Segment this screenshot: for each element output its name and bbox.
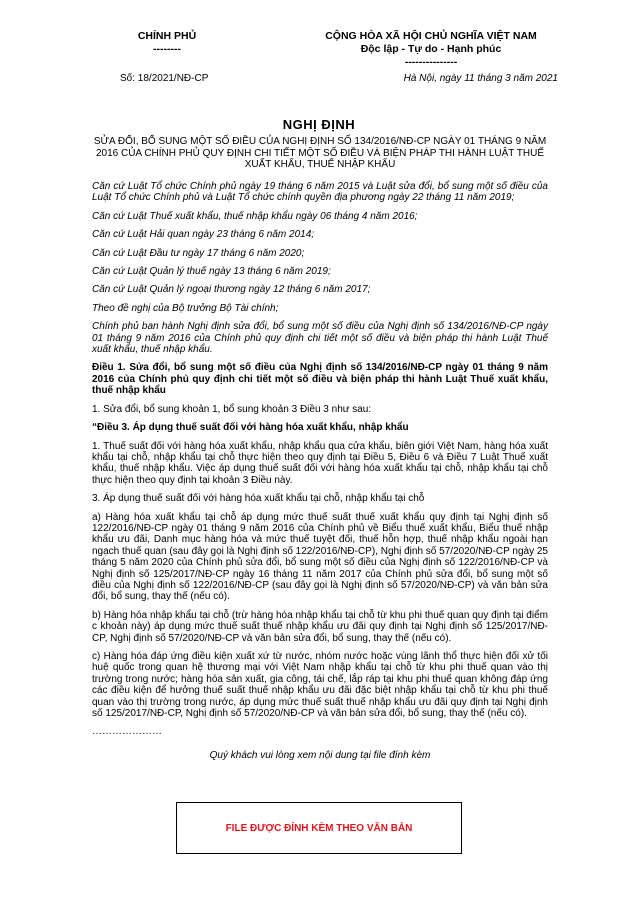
document-subtitle: SỬA ĐỔI, BỔ SUNG MỘT SỐ ĐIỀU CỦA NGHỊ ĐỊNH SỐ 134/2016/NĐ-CP NGÀY 01 THÁNG 9 NĂM 2016 CỦA CHÍNH PHỦ QUY ĐỊNH CHI TIẾT MỘT SỐ ĐIỀU VÀ BIỆN PHÁP THI HÀNH LUẬT THUẾ XUẤT KHẨU, THUẾ NHẬP KHẨU [93, 136, 547, 170]
preamble-paragraph: Căn cứ Luật Thuế xuất khẩu, thuế nhập khẩu ngày 06 tháng 4 năm 2016; [92, 210, 418, 222]
national-divider: --------------- [404, 56, 458, 68]
place-date: Hà Nội, ngày 11 tháng 3 năm 2021 [403, 73, 558, 84]
body-paragraph: c) Hàng hóa đáp ứng điều kiện xuất xứ từ nước, nhóm nước hoặc vùng lãnh thổ thực hiện đối xử tối huệ quốc trong quan hệ thương mại với Việt Nam nhập khẩu tại chỗ từ khu phi thuế quan vào thị trường trong nước; hàng hóa sản xuất, gia công, tái chế, lắp ráp tại khu phi thuế quan không đáp ứng các điều kiện để hưởng thuế suất thuế nhập khẩu ưu đãi đặc biệt nhập khẩu tại chỗ từ khu phi thuế quan vào thị trường trong nước, áp dụng mức thuế suất thuế nhập khẩu ưu đãi quy định tại Nghị định số 125/2017/NĐ-CP, Nghị định số 57/2020/NĐ-CP và văn bản sửa đổi, bổ sung, thay thế (nếu có). [92, 651, 548, 720]
preamble-paragraph: Căn cứ Luật Hải quan ngày 23 tháng 6 năm 2014; [92, 229, 315, 241]
preamble-paragraph: Căn cứ Luật Quản lý thuế ngày 13 tháng 6 năm 2019; [92, 266, 331, 278]
preamble-paragraph: Căn cứ Luật Tổ chức Chính phủ ngày 19 tháng 6 năm 2015 và Luật sửa đổi, bổ sung một số điều của Luật Tổ chức Chính phủ và Luật Tổ chức chính quyền địa phương ngày 22 tháng 11 năm 2019; [92, 181, 548, 204]
ellipsis-dots: ………………… [92, 726, 162, 738]
document-number: Số: 18/2021/NĐ-CP [120, 73, 209, 84]
attachment-box[interactable] [176, 802, 462, 854]
body-paragraph: a) Hàng hóa xuất khẩu tại chỗ áp dụng mức thuế suất thuế xuất khẩu quy định tại Nghị định số 122/2016/NĐ-CP ngày 01 tháng 9 năm 2016 của Chính phủ về Biểu thuế xuất khẩu, Biểu thuế nhập khẩu ưu đãi, Danh mục hàng hóa và mức thuế tuyệt đối, thuế hỗn hợp, thuế nhập khẩu ngoài hạn ngạch thuế quan (sau đây gọi là Nghị định số 122/2016/NĐ-CP), Nghị định số 57/2020/NĐ-CP ngày 25 tháng 5 năm 2020 của Chính phủ sửa đổi, bổ sung một số điều của Nghị định số 122/2016/NĐ-CP và Nghị định số 125/2017/NĐ-CP ngày 16 tháng 11 năm 2017 của Chính phủ sửa đổi, bổ sung một số điều của Nghị định số 122/2016/NĐ-CP (sau đây gọi là Nghị định số 57/2020/NĐ-CP) và văn bản sửa đổi, bổ sung, thay thế (nếu có). [92, 511, 548, 603]
preamble-paragraph: Căn cứ Luật Đầu tư ngày 17 tháng 6 năm 2020; [92, 247, 305, 259]
body-paragraph: 1. Thuế suất đối với hàng hóa xuất khẩu, nhập khẩu qua cửa khẩu, biên giới Việt Nam, hàng hóa xuất khẩu tại chỗ, nhập khẩu tại chỗ thực hiện theo quy định tại Điều 5, Điều 6 và Điều 7 Luật Thuế xuất khẩu, thuế nhập khẩu. Việc áp dụng thuế suất đối với hàng hóa xuất khẩu tại chỗ, nhập khẩu tại chỗ thực hiện theo quy định tại khoản 3 Điều này. [92, 440, 548, 486]
preamble-paragraph: Theo đề nghị của Bộ trưởng Bộ Tài chính; [92, 302, 279, 314]
article-1-item-1: 1. Sửa đổi, bổ sung khoản 1, bổ sung khoản 3 Điều 3 như sau: [92, 403, 372, 415]
preamble-paragraph: Căn cứ Luật Quản lý ngoại thương ngày 12 tháng 6 năm 2017; [92, 284, 371, 296]
issuer-header [112, 30, 222, 56]
issuer-divider: -------- [153, 43, 181, 55]
body-paragraph: b) Hàng hóa nhập khẩu tại chỗ (trừ hàng hóa nhập khẩu tại chỗ từ khu phi thuế quan quy định tại điểm c khoản này) áp dụng mức thuế suất thuế nhập khẩu ưu đãi quy định tại Nghị định số 125/2017/NĐ-CP, Nghị định số 57/2020/NĐ-CP và văn bản sửa đổi, bổ sung, thay thế (nếu có). [92, 609, 548, 644]
body-paragraph: 3. Áp dụng thuế suất đối với hàng hóa xuất khẩu tại chỗ, nhập khẩu tại chỗ [92, 493, 425, 505]
preamble-paragraph: Chính phủ ban hành Nghị định sửa đổi, bổ sung một số điều của Nghị định số 134/2016/NĐ-CP ngày 01 tháng 9 năm 2016 của Chính phủ quy định chi tiết một số điều và biện pháp thi hành Luật Thuế xuất khẩu, thuế nhập khẩu. [92, 321, 548, 356]
attachment-label[interactable]: FILE ĐƯỢC ĐÍNH KÈM THEO VĂN BẢN [225, 822, 413, 834]
article-1-title: Điều 1. Sửa đổi, bổ sung một số điều của Nghị định số 134/2016/NĐ-CP ngày 01 tháng 9 năm 2016 của Chính phủ quy định chi tiết một số điều và biện pháp thi hành Luật Thuế xuất khẩu, thuế nhập khẩu [92, 362, 548, 397]
national-header [296, 30, 566, 69]
attachment-note: Quý khách vui lòng xem nội dung tại file đính kèm [209, 749, 431, 761]
document-body [92, 181, 548, 761]
article-3-title: “Điều 3. Áp dụng thuế suất đối với hàng hóa xuất khẩu, nhập khẩu [92, 422, 409, 434]
document-title: NGHỊ ĐỊNH [282, 117, 356, 132]
national-name: CỘNG HÒA XÃ HỘI CHỦ NGHĨA VIỆT NAM [325, 30, 537, 42]
issuer-name: CHÍNH PHỦ [137, 30, 197, 42]
national-motto: Độc lập - Tự do - Hạnh phúc [360, 43, 502, 55]
